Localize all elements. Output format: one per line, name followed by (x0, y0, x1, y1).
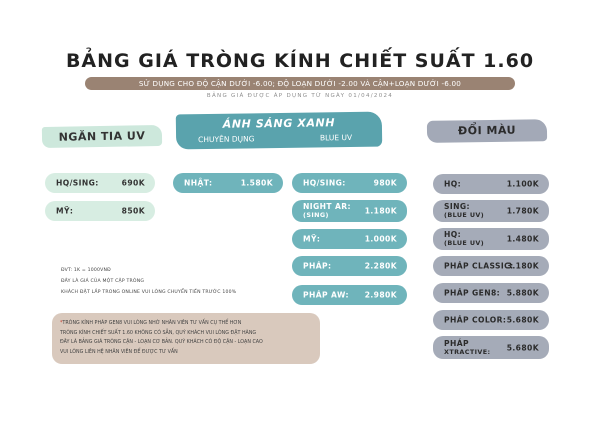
price-sub: (BLUE UV) (444, 211, 485, 219)
color-price-phap-classic (433, 256, 549, 276)
color-price-phap-xtractive (433, 336, 549, 359)
price-name: PHÁP: (303, 261, 332, 271)
price-value: 980K (373, 178, 397, 188)
note-unit: ĐVT: 1K = 1000VNĐ (61, 268, 111, 273)
blue-light-section-header (176, 112, 382, 150)
blue-uv-label: BLUE UV (319, 132, 353, 143)
color-price-phap-color (433, 310, 549, 330)
color-price-phap-gen8 (433, 283, 549, 303)
price-value: 1.100K (506, 179, 539, 189)
notice-line: TRÒNG KÍNH PHÁP GEN8 VUI LÒNG NHỜ NHÂN VIÊN TƯ VẤN CỤ THỂ HƠN (62, 321, 242, 326)
price-name: MỸ: (303, 234, 321, 244)
uv-price-hq-sing (45, 173, 155, 193)
color-change-section-header: ĐỔI MÀU (427, 119, 547, 143)
blue-uv-price-phap-aw (292, 285, 407, 305)
price-name: HQ: (444, 179, 462, 189)
price-name: PHÁP AW: (303, 290, 349, 300)
price-value: 690K (121, 178, 145, 188)
price-sub: (SING) (303, 211, 329, 219)
notice-box (52, 313, 320, 364)
color-price-hq-blue-uv (433, 228, 549, 250)
price-name: HQ/SING: (303, 178, 346, 188)
asterisk-icon: * (60, 321, 63, 326)
note-pair-price: ĐÂY LÀ GIÁ CỦA MỘT CẶP TRÒNG (61, 279, 145, 284)
color-price-hq (433, 174, 549, 194)
blue-light-title: ÁNH SÁNG XANH (222, 116, 336, 131)
price-value: 3.180K (506, 261, 539, 271)
price-name: NIGHT AR: (303, 202, 351, 211)
price-value: 1.580K (240, 178, 273, 188)
price-name: PHÁP CLASSIC: (444, 261, 514, 271)
price-name: HQ: (444, 230, 462, 239)
specialized-price-nhat (173, 173, 283, 193)
price-sub: XTRACTIVE: (444, 347, 491, 356)
notice-line: TRÒNG KÍNH CHIẾT SUẤT 1.60 KHÔNG CÓ SẴN, QUÝ KHÁCH VUI LÒNG ĐẶT HÀNG (60, 330, 257, 336)
price-name: NHẬT: (184, 178, 213, 188)
price-name: PHÁP GEN8: (444, 288, 501, 298)
blue-uv-price-night-ar (292, 200, 407, 222)
note-online-payment: KHÁCH ĐẶT LẮP TRONG ONLINE VUI LÒNG CHUYỂN TIỀN TRƯỚC 100% (61, 290, 237, 295)
price-name: HQ/SING: (56, 178, 99, 188)
price-name: PHÁP (444, 338, 469, 348)
color-price-sing-blue-uv (433, 200, 549, 222)
price-value: 1.180K (364, 206, 397, 216)
price-value: 1.480K (506, 234, 539, 244)
price-value: 1.000K (364, 234, 397, 244)
price-value: 5.680K (506, 343, 539, 352)
price-value: 5.680K (506, 315, 539, 325)
blue-uv-price-my (292, 229, 407, 249)
price-sub: (BLUE UV) (444, 239, 485, 247)
notice-line: ĐÂY LÀ BẢNG GIÁ TRÒNG CẬN - LOẠN CƠ BẢN. QUÝ KHÁCH CÓ ĐỘ CẬN - LOẠN CAO (60, 340, 263, 345)
price-value: 850K (121, 206, 145, 216)
blue-uv-price-phap (292, 256, 407, 276)
notice-line: VUI LÒNG LIÊN HỆ NHÂN VIÊN ĐỂ ĐƯỢC TƯ VẤN (60, 349, 178, 355)
price-value: 1.780K (506, 206, 539, 216)
uv-price-my (45, 201, 155, 221)
price-name: MỸ: (56, 206, 74, 216)
price-name: PHÁP COLOR: (444, 315, 507, 325)
specialized-label: CHUYÊN DỤNG (198, 134, 255, 145)
price-value: 5.880K (506, 288, 539, 298)
blue-uv-price-hq-sing (292, 173, 407, 193)
price-value: 2.980K (364, 290, 397, 300)
uv-section-header: NGĂN TIA UV (42, 125, 162, 148)
price-name: SING: (444, 202, 470, 211)
page-title: BẢNG GIÁ TRÒNG KÍNH CHIẾT SUẤT 1.60 (65, 50, 535, 72)
effective-date: BẢNG GIÁ ĐƯỢC ÁP DỤNG TỪ NGÀY 01/04/2024 (206, 93, 394, 99)
subtitle-banner: SỬ DỤNG CHO ĐỘ CẬN DƯỚI -6.00; ĐỘ LOẠN DƯỚI -2.00 VÀ CẬN+LOẠN DƯỚI -6.00 (85, 77, 515, 90)
price-value: 2.280K (364, 261, 397, 271)
